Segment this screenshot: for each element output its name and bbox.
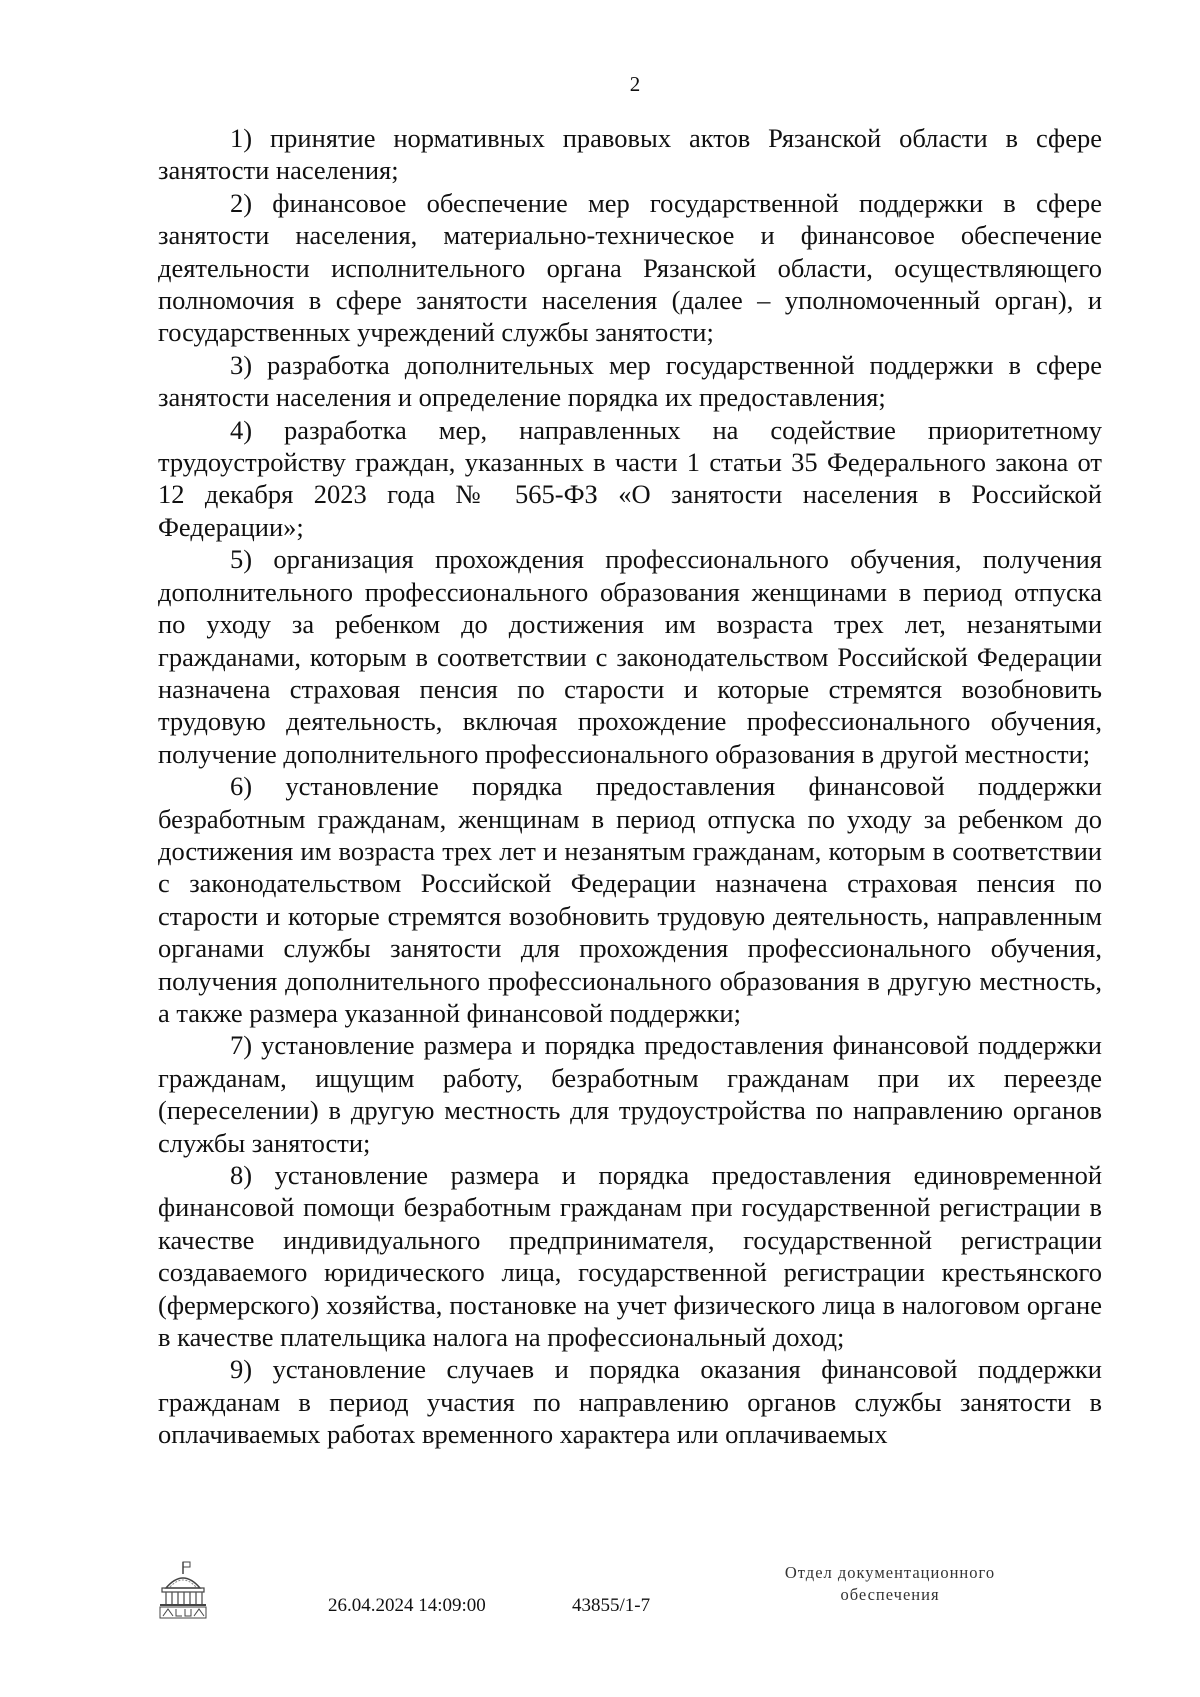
list-item-2: 2) финансовое обеспечение мер государственной поддержки в сфере занятости населения, материально-техническое и финансовое обеспечение деятельности исполнительного органа Рязанской области, осуществляющего полномочия в сфере занятости населения (далее – уполномоченный орган), и государственных учреждений службы занятости; xyxy=(158,187,1102,348)
list-item-8: 8) установление размера и порядка предоставления единовременной финансовой помощи безработным гражданам при государственной регистрации в качестве индивидуального предпринимателя, государственной регистрации создаваемого юридического лица, государственной регистрации крестьянского (фермерского) хозяйства, постановке на учет физического лица в налоговом органе в качестве плательщика налога на профессиональный доход; xyxy=(158,1160,1102,1353)
list-item-1: 1) принятие нормативных правовых актов Рязанской области в сфере занятости населения; xyxy=(158,123,1102,186)
list-item-9: 9) установление случаев и порядка оказания финансовой поддержки гражданам в период участия по направлению органов службы занятости в оплачиваемых работах временного характера или оплачиваемых xyxy=(158,1354,1102,1450)
duma-building-logo-icon xyxy=(156,1560,210,1622)
list-item-3: 3) разработка дополнительных мер государственной поддержки в сфере занятости населения и определение порядка их предоставления; xyxy=(158,349,1102,413)
stamp-line-2: обеспечения xyxy=(840,1585,940,1604)
stamp-line-1: Отдел документационного xyxy=(784,1563,996,1582)
page-number: 2 xyxy=(629,72,641,96)
document-datetime: 26.04.2024 14:09:00 xyxy=(328,1595,486,1616)
list-item-4: 4) разработка мер, направленных на содействие приоритетному трудоустройству граждан, указанных в части 1 статьи 35 Федерального закона от 12 декабря 2023 года № 565-ФЗ «О занятости населения в Российской Федерации»; xyxy=(158,414,1102,542)
list-item-7: 7) установление размера и порядка предоставления финансовой поддержки гражданам, ищущим работу, безработным гражданам при их переезде (переселении) в другую местность для трудоустройства по направлению органов службы занятости; xyxy=(158,1030,1102,1158)
department-stamp xyxy=(745,1562,1035,1606)
registration-number: 43855/1-7 xyxy=(572,1595,651,1616)
list-item-5: 5) организация прохождения профессионального обучения, получения дополнительного профессионального образования женщинами в период отпуска по уходу за ребенком до достижения им возраста трех лет, незанятыми гражданами, которым в соответствии с законодательством Российской Федерации назначена страховая пенсия по старости и которые стремятся возобновить трудовую деятельность, включая прохождение профессионального обучения, получение дополнительного профессионального образования в другой местности; xyxy=(158,544,1102,769)
document-body xyxy=(158,122,1102,1451)
list-item-6: 6) установление порядка предоставления финансовой поддержки безработным гражданам, женщинам в период отпуска по уходу за ребенком до достижения им возраста трех лет и незанятым гражданам, которым в соответствии с законодательством Российской Федерации назначена страховая пенсия по старости и которые стремятся возобновить трудовую деятельность, направленным органами службы занятости для прохождения профессионального обучения, получения дополнительного профессионального образования в другую местность, а также размера указанной финансовой поддержки; xyxy=(158,771,1102,1028)
